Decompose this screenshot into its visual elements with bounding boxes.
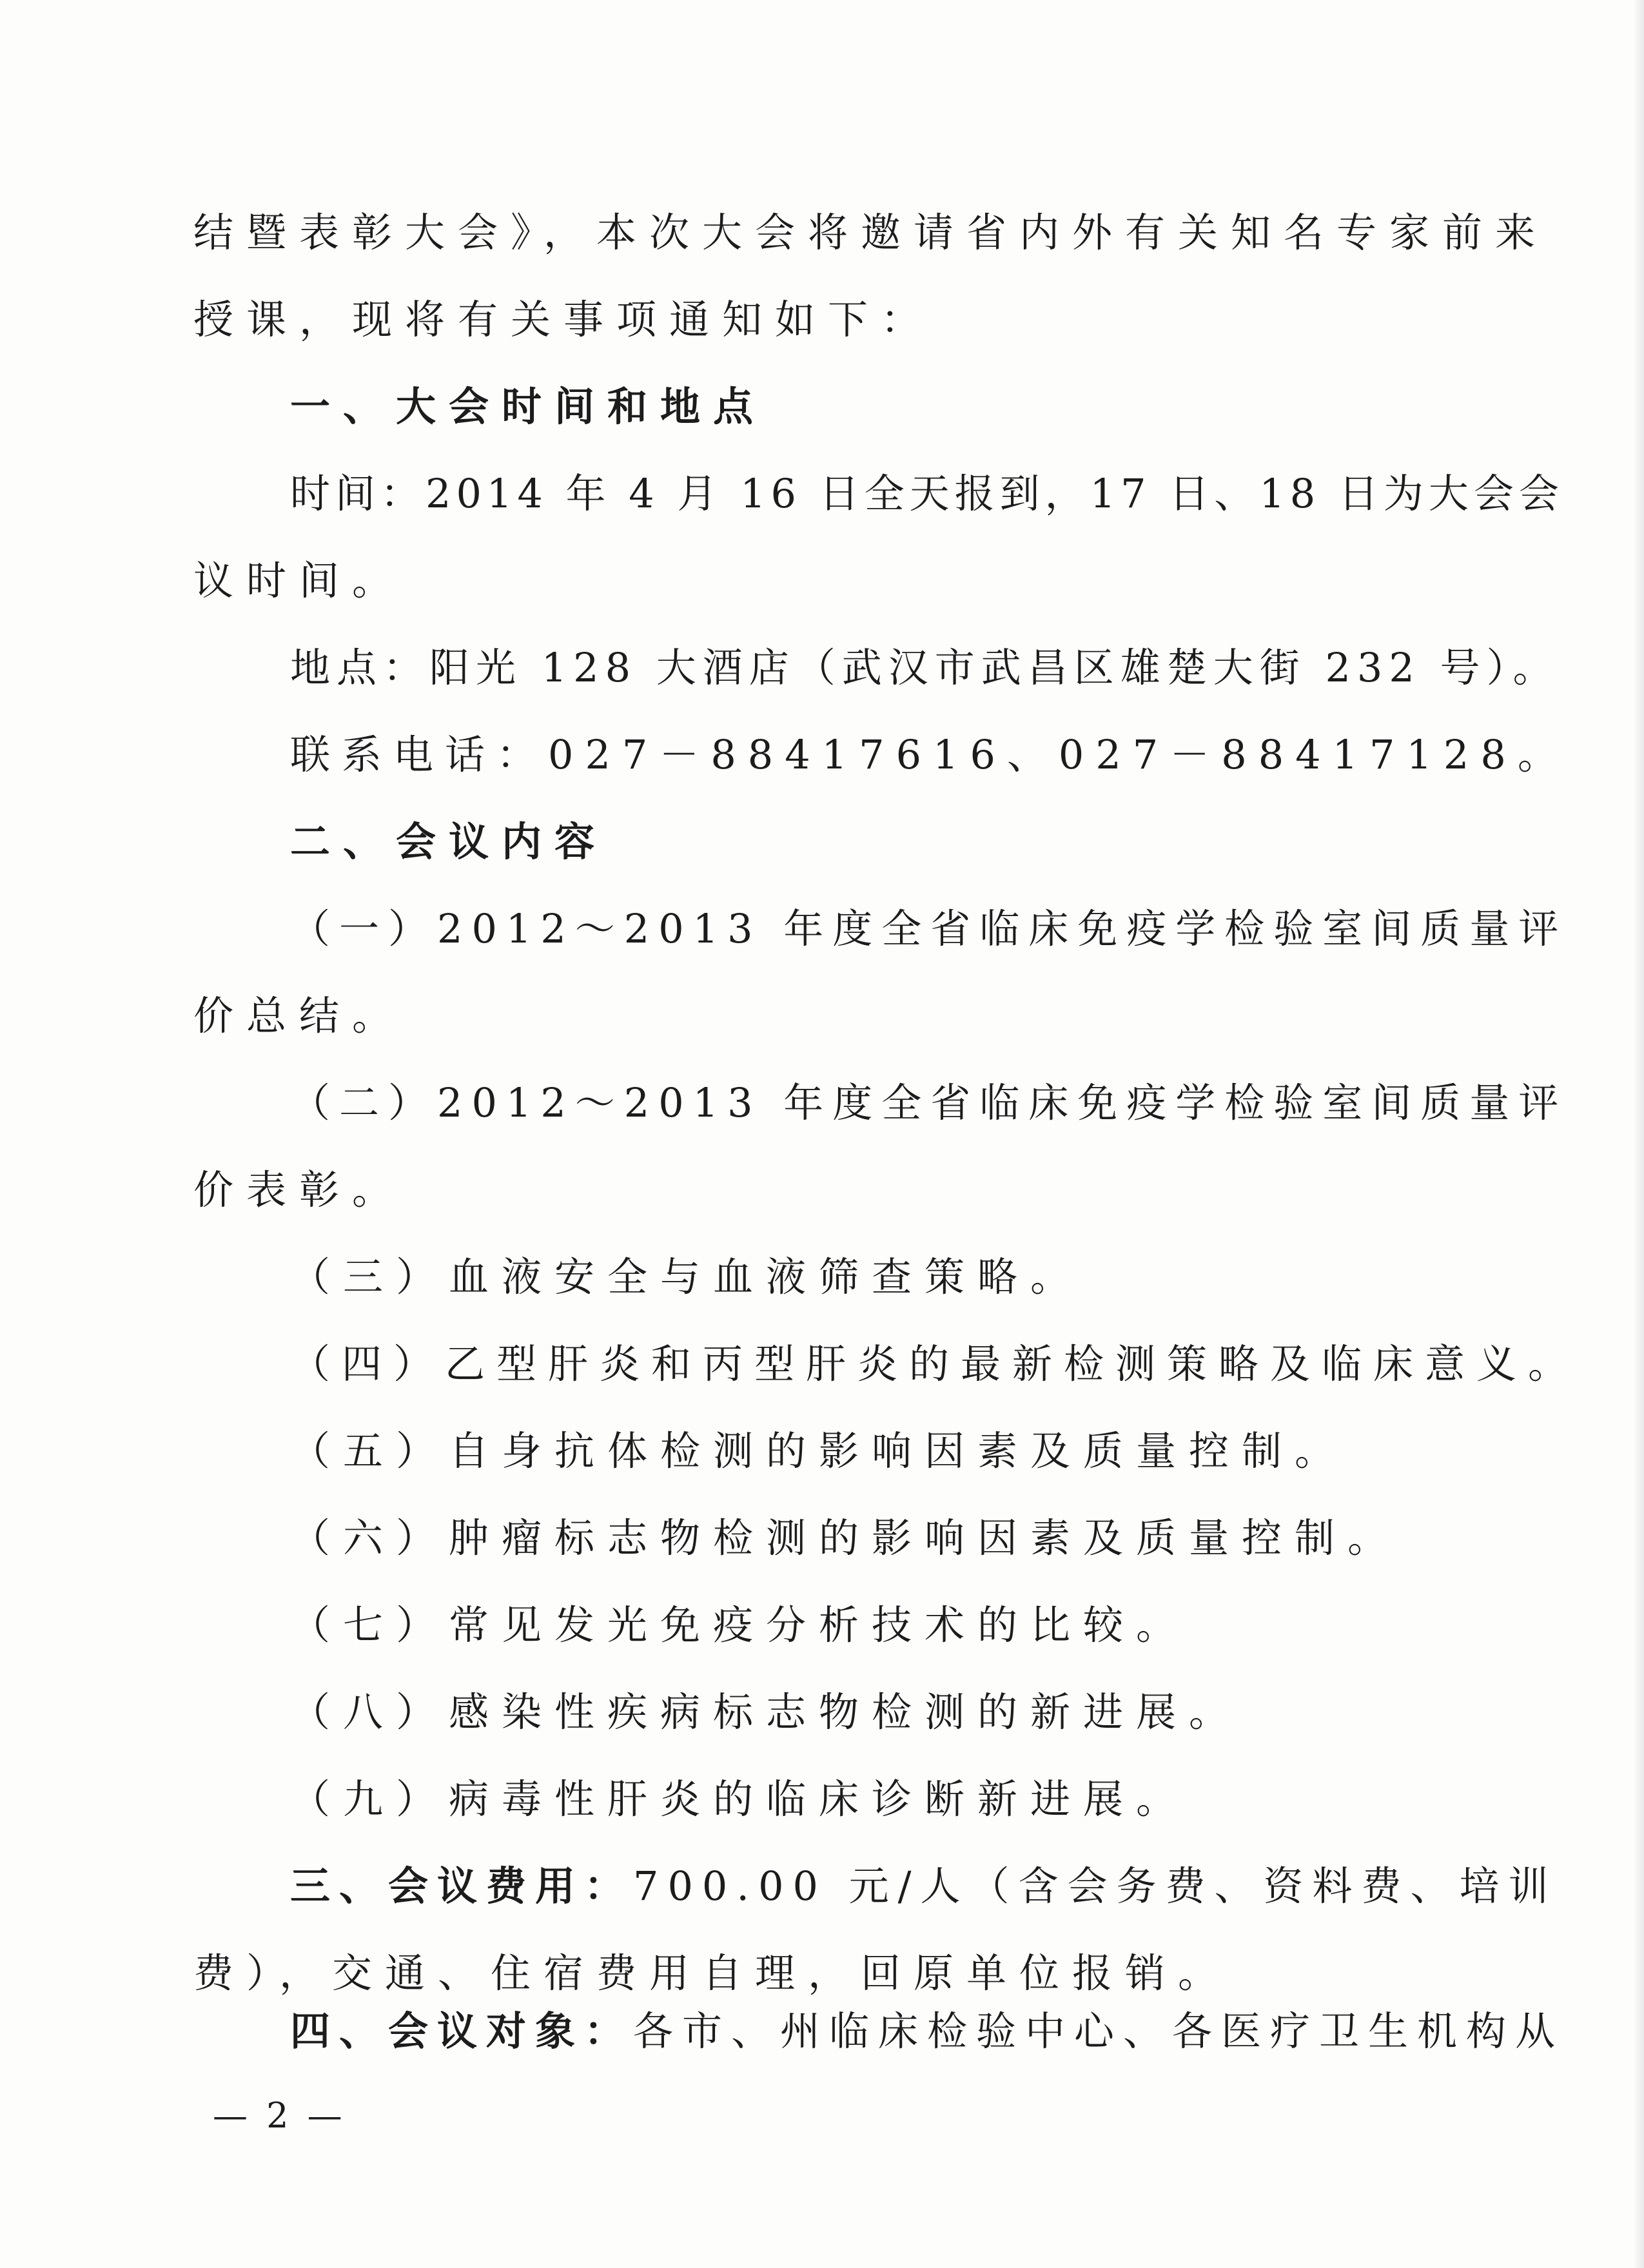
section-participants [290, 2008, 1565, 2055]
fees-text-cont: 费），交通、住宿费用自理，回原单位报销。 [193, 1950, 1231, 1997]
page-edge-shadow [1632, 0, 1644, 2268]
content-item-4: （四）乙型肝炎和丙型肝炎的最新检测策略及临床意义。 [290, 1340, 1580, 1387]
text-line-phone: 联系电话：027－88417616、027－88417128。 [290, 731, 1569, 778]
section-heading-content: 二、会议内容 [290, 818, 608, 865]
content-item-1: （一）2012～2013 年度全省临床免疫学检验室间质量评 [290, 905, 1568, 952]
content-item-7: （七）常见发光免疫分析技术的比较。 [290, 1601, 1189, 1648]
text-line-intro: 授课，现将有关事项通知如下： [193, 296, 934, 343]
text-line-time: 时间：2014 年 4 月 16 日全天报到，17 日、18 日为大会会 [290, 470, 1564, 517]
content-item-3: （三）血液安全与血液筛查策略。 [290, 1253, 1084, 1300]
content-item-5: （五）自身抗体检测的影响因素及质量控制。 [290, 1427, 1348, 1474]
content-item-2-cont: 价表彰。 [193, 1166, 406, 1213]
content-item-1-cont: 价总结。 [193, 992, 406, 1039]
section-heading-fees: 三、会议费用： [290, 1862, 634, 1910]
section-fees [290, 1862, 1558, 1910]
content-item-8: （八）感染性疾病标志物检测的新进展。 [290, 1688, 1242, 1735]
section-heading-time-place: 一、大会时间和地点 [290, 383, 767, 430]
content-item-2: （二）2012～2013 年度全省临床免疫学检验室间质量评 [290, 1079, 1568, 1126]
fees-text: 700.00 元/人（含会务费、资料费、培训 [633, 1862, 1558, 1910]
text-line-continuation: 结暨表彰大会》，本次大会将邀请省内外有关知名专家前来 [193, 209, 1549, 256]
participants-text: 各市、州临床检验中心、各医疗卫生机构从 [633, 2008, 1565, 2055]
page-number: — 2 — [213, 2095, 346, 2136]
content-item-6: （六）肿瘤标志物检测的影响因素及质量控制。 [290, 1514, 1401, 1561]
text-line-time-cont: 议时间。 [193, 557, 406, 604]
text-line-place: 地点：阳光 128 大酒店（武汉市武昌区雄楚大街 232 号）。 [290, 644, 1560, 691]
content-item-9: （九）病毒性肝炎的临床诊断新进展。 [290, 1775, 1189, 1823]
section-heading-participants: 四、会议对象： [290, 2008, 634, 2055]
